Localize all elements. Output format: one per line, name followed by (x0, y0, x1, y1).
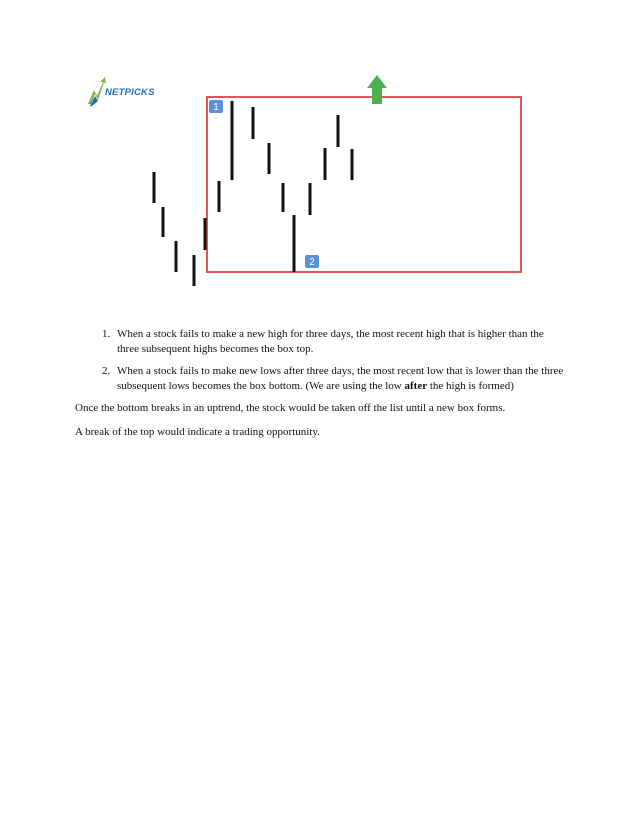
steps-list (75, 327, 565, 394)
up-arrow-icon (367, 75, 387, 104)
step-item (113, 327, 565, 357)
box-chart-figure (0, 0, 638, 300)
body-text (75, 327, 565, 449)
step-1-text: When a stock fails to make a new high for three days, the most recent high that is higher than the three subsequent highs becomes the box top. (117, 328, 544, 355)
step-2-text-before: When a stock fails to make new lows after three days, the most recent low that is lower than the three subsequent lows becomes the box bottom. (We are using the low (117, 365, 564, 392)
badge-1-label: 1 (213, 102, 219, 113)
step-item (113, 364, 565, 394)
badge-2 (305, 255, 319, 268)
badge-2-label: 2 (309, 257, 315, 268)
paragraph: A break of the top would indicate a trading opportunity. (75, 426, 320, 438)
price-bars (154, 101, 352, 286)
logo-text: NETPICKS (105, 87, 155, 98)
step-2-text-after: the high is formed) (427, 380, 514, 392)
paragraph: Once the bottom breaks in an uptrend, the stock would be taken off the list until a new box forms. (75, 402, 506, 414)
step-2-emphasis: after (404, 380, 428, 392)
badge-1 (209, 100, 223, 113)
